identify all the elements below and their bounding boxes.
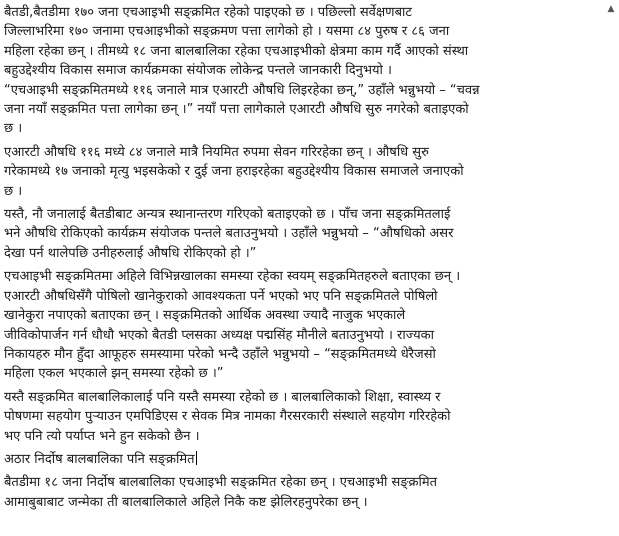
text-line: जीविकोपार्जन गर्न धौधौ भएको बैतडी प्लसका अध्यक्ष पद्मसिंह मौनीले बताउनुभयो । राज्यका <box>4 327 435 343</box>
text-line: एआरटी औषधि ११६ मध्ये ८४ जनाले मात्रै नियमित रुपमा सेवन गरिरहेका छन् । औषधि सुरु <box>4 144 429 160</box>
scroll-up-icon[interactable]: ▲ <box>607 4 615 14</box>
paragraph-problems <box>4 267 614 383</box>
text-line: बैतडीमा १८ जना निर्दोष बालबालिका एचआइभी सङ्क्रमित रहेका छन् । एचआइभी सङ्क्रमित <box>4 475 438 491</box>
paragraph-children-support <box>4 388 614 446</box>
text-line: यस्तै, नौ जनालाई बैतडीबाट अन्यत्र स्थानान्तरण गरिएको बताइएको छ । पाँच जना सङ्क्रमितलाई <box>4 207 451 223</box>
heading-text: अठार निर्दोष बालबालिका पनि सङ्क्रमित <box>4 451 195 467</box>
section-heading <box>4 450 614 469</box>
text-line: जिल्लाभरिमा १७० जनामा एचआइभीको सङ्क्रमण पत्ता लागेको हो । यसमा ८४ पुरुष र ८६ जना <box>4 24 450 40</box>
text-line: आमाबुबाबाट जन्मेका ती बालबालिकाले अहिले निकै कष्ट झेलिरहनुपरेका छन् । <box>4 494 368 510</box>
text-line: पोषणमा सहयोग पुर्‍याउन एमपिडिएस र सेवक मित्र नामका गैरसरकारी संस्थाले सहयोग गरिरहेको <box>4 409 451 425</box>
heading-line <box>4 450 614 469</box>
paragraph-intro <box>4 3 614 139</box>
paragraph-children-count <box>4 473 614 512</box>
text-line: खानेकुरा नपाएको बताएका छन् । सङ्क्रमितको आर्थिक अवस्था ज्यादै नाजुक भएकाले <box>4 308 406 324</box>
text-line: महिला एकल भएकाले झन् समस्या रहेको छ ।” <box>4 366 224 382</box>
text-line: “एचआइभी सङ्क्रमितमध्ये ११६ जनाले मात्र एआरटी औषधि लिइरहेका छन्,” उहाँले भन्नुभयो – “चवन्न <box>4 82 480 98</box>
text-cursor <box>196 451 197 465</box>
text-line: बैतडी,बैतडीमा १७० जना एचआइभी सङ्क्रमित रहेको पाइएको छ । पछिल्लो सर्वेक्षणबाट <box>4 5 412 20</box>
text-line: देखा पर्न थालेपछि उनीहरुलाई औषधि रोकिएको हो ।” <box>4 245 257 261</box>
text-line: छ । <box>4 183 23 199</box>
text-line: यस्तै सङ्क्रमित बालबालिकालाई पनि यस्तै समस्या रहेको छ । बालबालिकाको शिक्षा, स्वास्थ्य र <box>4 389 441 405</box>
text-line: भने औषधि रोकिएको कार्यक्रम संयोजक पन्तले बताउनुभयो । उहाँले भन्नुभयो – “औषधिको असर <box>4 226 454 242</box>
paragraph-transfer <box>4 205 614 263</box>
paragraph-art-medicine <box>4 143 614 201</box>
document-body[interactable] <box>4 3 614 516</box>
text-line: गरेकामध्ये १७ जनाको मृत्यु भइसकेको र दुई जना हराइरहेका बहुउद्देश्यीय विकास समाजले जनाएको <box>4 164 464 180</box>
text-line: महिला रहेका छन् । तीमध्ये १८ जना बालबालिका रहेका एचआइभीको क्षेत्रमा काम गर्दै आएको संस्था <box>4 43 469 59</box>
text-line: एआरटी औषधिसँगै पोषिलो खानेकुराको आवश्यकता पर्ने भएको भए पनि सङ्क्रमितले पोषिलो <box>4 288 438 304</box>
text-line: निकायहरु मौन हुँदा आफूहरु समस्यामा परेको भन्दै उहाँले भन्नुभयो – “सङ्क्रमितमध्ये धेरैजसो <box>4 346 436 362</box>
text-line: बहुउद्देश्यीय विकास समाज कार्यक्रमका संयोजक लोकेन्द्र पन्तले जानकारी दिनुभयो । <box>4 63 392 79</box>
text-line: एचआइभी सङ्क्रमितमा अहिले विभिन्नखालका समस्या रहेका स्वयम् सङ्क्रमितहरुले बताएका छन् । <box>4 269 461 285</box>
text-line: जना नयाँ सङ्क्रमित पत्ता लागेका छन् ।” नयाँ पत्ता लागेकाले एआरटी औषधि सुरु नगरेको बताइएको <box>4 102 469 118</box>
text-line: छ । <box>4 121 23 137</box>
text-line: भए पनि त्यो पर्याप्त भने हुन सकेको छैन । <box>4 428 200 444</box>
